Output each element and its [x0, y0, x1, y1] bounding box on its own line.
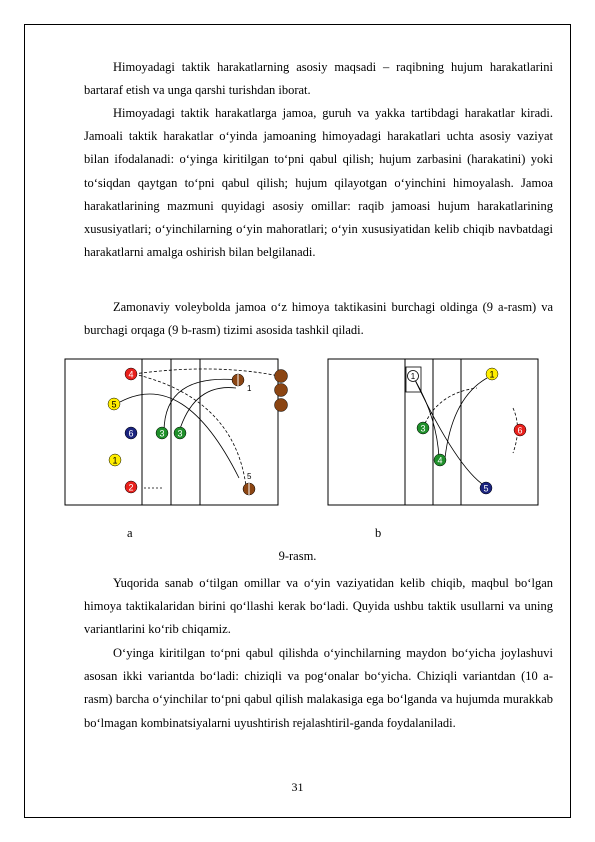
attacker-top [275, 370, 288, 383]
svg-text:1: 1 [247, 384, 252, 393]
figure-caption: 9-rasm. [278, 549, 317, 563]
svg-text:2: 2 [128, 482, 134, 493]
attacker-bottom [275, 399, 288, 412]
paragraph-4: Yuqorida sanab o‘tilgan omillar va o‘yin vaziyatidan kelib chiqib, maqbul bo‘lgan himoya taktikalaridan birini qo‘llashi kerak bo‘ladi. Quyida ushbu taktik usullarni va uning variantlarini ko‘rib chiqamiz. [84, 576, 553, 637]
figure-a-diagram [64, 358, 294, 508]
player-4-red [125, 368, 137, 380]
page-number: 31 [291, 780, 304, 794]
paragraph-1: Himoyadagi taktik harakatlarning asosiy maqsadi – raqibning hujum harakatlarini bartaraf etish va unga qarshi turishdan iborat. [84, 60, 553, 98]
svg-text:3: 3 [177, 428, 183, 439]
player-3-green [417, 422, 429, 434]
svg-text:1: 1 [410, 372, 416, 381]
paragraph-5: O‘yinga kiritilgan to‘pni qabul qilishda o‘yinchilarning maydon bo‘yicha joylashuvi asosan ikki variantda bo‘ladi: chiziqli va pog‘onalar bo‘yicha. Chiziqli variantdan (10 a-rasm) barcha o‘yinchilar to‘pni qabul qilish malakasiga ega bo‘lganda va hujumda murakkab bo‘lmagan kombinatsiyalarni uyushtirish rejalashtiril-ganda foydalaniladi. [84, 646, 553, 730]
player-6-navy [125, 427, 137, 439]
player-4-green [434, 454, 446, 466]
svg-text:5: 5 [247, 472, 252, 481]
figure-b-diagram [327, 358, 541, 508]
svg-text:1: 1 [112, 455, 118, 466]
player-3-green-left [156, 427, 168, 439]
svg-text:1: 1 [489, 369, 495, 380]
player-1-yellow [486, 368, 498, 380]
player-3-green-right [174, 427, 186, 439]
paragraph-2: Himoyadagi taktik harakatlarga jamoa, guruh va yakka tartibdagi harakatlar kiradi. Jamoali taktik harakatlar o‘yinda jamoaning himoyadagi harakatlari uchta asosiy vaziyat bilan ifodalanadi: o‘yinga kiritilgan to‘pni qabul qilish; hujum zarbasini (harakatini) yoki to‘siqdan qaytgan to‘pni qabul qilish; hujum qilayotgan o‘yinchini himoyalash. Jamoa harakatlarining mazmuni quyidagi asosiy omillar: raqib jamoasi hujum harakatlarining xususiyatlari; o‘yinchilarning o‘yin mahoratlari; o‘yin xususiyatidan kelib chiqib navbatdagi harakatlarni amalga oshirish bilan belgilanadi. [84, 106, 553, 260]
svg-text:4: 4 [128, 369, 134, 380]
svg-text:3: 3 [159, 428, 165, 439]
paragraph-3: Zamonaviy voleybolda jamoa o‘z himoya taktikasini burchagi oldinga (9 a-rasm) va burchagi orqaga (9 b-rasm) tizimi asosida tashkil qiladi. [84, 300, 553, 338]
player-1-yellow [109, 454, 121, 466]
player-1-box [408, 371, 419, 382]
svg-text:3: 3 [420, 423, 426, 434]
svg-text:5: 5 [483, 483, 489, 494]
attacker-middle [275, 384, 288, 397]
player-6-red [514, 424, 526, 436]
figure-a-label: a [127, 526, 133, 540]
svg-text:6: 6 [517, 425, 523, 436]
player-5-navy [480, 482, 492, 494]
svg-text:4: 4 [437, 455, 443, 466]
player-5-yellow [108, 398, 120, 410]
svg-text:6: 6 [128, 428, 134, 439]
player-2-red [125, 481, 137, 493]
figure-b-label: b [375, 526, 382, 540]
svg-text:5: 5 [111, 399, 117, 410]
